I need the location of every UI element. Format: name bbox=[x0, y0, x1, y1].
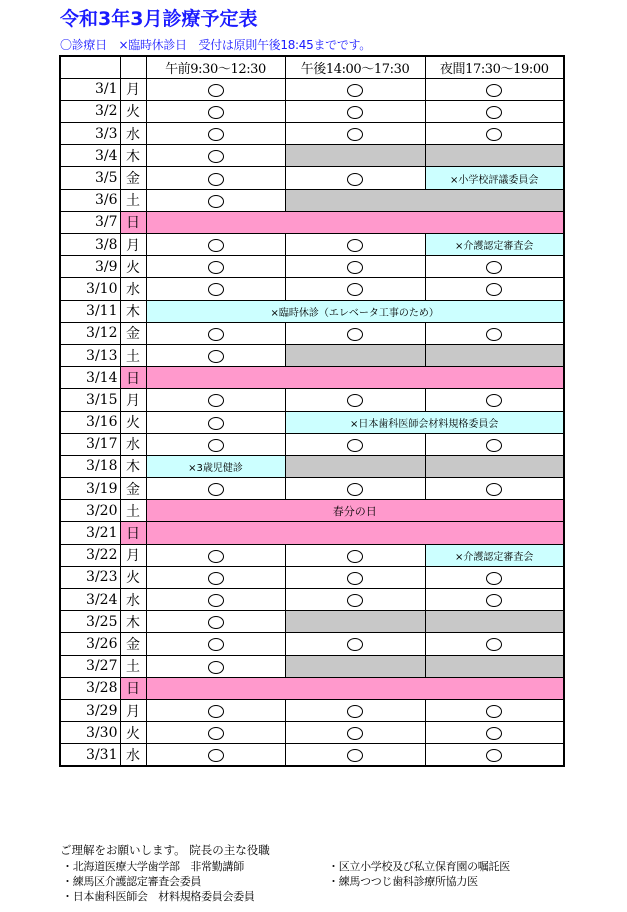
open-slot bbox=[425, 389, 564, 411]
weekday-cell: 月 bbox=[120, 699, 146, 721]
schedule-row bbox=[60, 189, 564, 211]
date-cell: 3/16 bbox=[60, 411, 120, 433]
director-roles bbox=[60, 859, 620, 904]
weekday-cell: 月 bbox=[120, 234, 146, 256]
open-circle-icon bbox=[486, 328, 502, 341]
schedule-row bbox=[60, 677, 564, 699]
schedule-row bbox=[60, 633, 564, 655]
date-cell: 3/6 bbox=[60, 189, 120, 211]
closed-slot bbox=[425, 655, 564, 677]
date-cell: 3/8 bbox=[60, 234, 120, 256]
role-item-empty bbox=[328, 889, 608, 904]
date-cell: 3/27 bbox=[60, 655, 120, 677]
open-slot bbox=[146, 433, 285, 455]
schedule-row bbox=[60, 611, 564, 633]
open-slot bbox=[285, 722, 425, 744]
open-circle-icon bbox=[347, 594, 363, 607]
date-cell: 3/1 bbox=[60, 78, 120, 100]
schedule-row bbox=[60, 411, 564, 433]
open-slot bbox=[425, 589, 564, 611]
open-circle-icon bbox=[208, 350, 224, 363]
weekday-cell: 土 bbox=[120, 189, 146, 211]
open-slot bbox=[285, 78, 425, 100]
open-slot bbox=[285, 123, 425, 145]
open-circle-icon bbox=[486, 84, 502, 97]
date-cell: 3/2 bbox=[60, 100, 120, 122]
open-slot bbox=[285, 278, 425, 300]
date-cell: 3/4 bbox=[60, 145, 120, 167]
open-slot bbox=[425, 78, 564, 100]
date-cell: 3/31 bbox=[60, 744, 120, 766]
open-slot bbox=[146, 566, 285, 588]
date-cell: 3/24 bbox=[60, 589, 120, 611]
open-slot bbox=[425, 433, 564, 455]
open-circle-icon bbox=[486, 749, 502, 762]
open-slot bbox=[425, 256, 564, 278]
weekday-cell: 月 bbox=[120, 78, 146, 100]
schedule-body bbox=[60, 78, 564, 766]
weekday-cell: 金 bbox=[120, 633, 146, 655]
footer bbox=[60, 842, 620, 904]
header-afternoon: 午後14:00〜17:30 bbox=[285, 56, 425, 78]
open-slot bbox=[425, 566, 564, 588]
open-slot bbox=[285, 167, 425, 189]
schedule-row bbox=[60, 256, 564, 278]
open-circle-icon bbox=[208, 749, 224, 762]
date-cell: 3/28 bbox=[60, 677, 120, 699]
open-slot bbox=[146, 655, 285, 677]
date-cell: 3/13 bbox=[60, 344, 120, 366]
role-item: ・日本歯科医師会 材料規格委員会委員 bbox=[62, 890, 255, 903]
open-circle-icon bbox=[208, 439, 224, 452]
open-circle-icon bbox=[208, 661, 224, 674]
open-circle-icon bbox=[486, 106, 502, 119]
open-circle-icon bbox=[486, 705, 502, 718]
open-circle-icon bbox=[486, 572, 502, 585]
open-slot bbox=[146, 278, 285, 300]
date-cell: 3/9 bbox=[60, 256, 120, 278]
schedule-row bbox=[60, 300, 564, 322]
weekday-cell: 月 bbox=[120, 544, 146, 566]
weekday-cell: 水 bbox=[120, 278, 146, 300]
weekday-cell: 日 bbox=[120, 677, 146, 699]
schedule-row bbox=[60, 589, 564, 611]
date-cell: 3/19 bbox=[60, 478, 120, 500]
closure-note: ×介護認定審査会 bbox=[425, 544, 564, 566]
schedule-row bbox=[60, 699, 564, 721]
weekday-cell: 火 bbox=[120, 100, 146, 122]
holiday-slot: 春分の日 bbox=[146, 500, 564, 522]
open-slot bbox=[285, 744, 425, 766]
schedule-row bbox=[60, 500, 564, 522]
open-slot bbox=[425, 478, 564, 500]
open-circle-icon bbox=[347, 705, 363, 718]
open-circle-icon bbox=[208, 483, 224, 496]
open-circle-icon bbox=[347, 84, 363, 97]
schedule-row bbox=[60, 78, 564, 100]
open-circle-icon bbox=[347, 128, 363, 141]
open-slot bbox=[285, 566, 425, 588]
open-circle-icon bbox=[208, 328, 224, 341]
open-slot bbox=[425, 699, 564, 721]
schedule-row bbox=[60, 389, 564, 411]
schedule-row bbox=[60, 744, 564, 766]
date-cell: 3/15 bbox=[60, 389, 120, 411]
open-circle-icon bbox=[486, 128, 502, 141]
open-slot bbox=[285, 389, 425, 411]
open-circle-icon bbox=[347, 572, 363, 585]
weekday-cell: 日 bbox=[120, 211, 146, 233]
page-title: 令和3年3月診療予定表 bbox=[60, 8, 258, 30]
open-slot bbox=[146, 744, 285, 766]
open-circle-icon bbox=[486, 394, 502, 407]
open-circle-icon bbox=[208, 594, 224, 607]
schedule-row bbox=[60, 100, 564, 122]
role-item: ・区立小学校及び私立保育園の嘱託医 bbox=[328, 860, 510, 873]
schedule-row bbox=[60, 433, 564, 455]
open-circle-icon bbox=[347, 261, 363, 274]
open-circle-icon bbox=[347, 394, 363, 407]
date-cell: 3/26 bbox=[60, 633, 120, 655]
weekday-cell: 木 bbox=[120, 145, 146, 167]
weekday-cell: 火 bbox=[120, 256, 146, 278]
open-slot bbox=[146, 699, 285, 721]
open-circle-icon bbox=[347, 439, 363, 452]
role-item: ・北海道医療大学歯学部 非常勤講師 bbox=[62, 860, 244, 873]
open-slot bbox=[146, 389, 285, 411]
open-circle-icon bbox=[208, 417, 224, 430]
date-cell: 3/14 bbox=[60, 367, 120, 389]
weekday-cell: 月 bbox=[120, 389, 146, 411]
header-row bbox=[60, 56, 564, 78]
weekday-cell: 木 bbox=[120, 300, 146, 322]
weekday-cell: 火 bbox=[120, 566, 146, 588]
date-cell: 3/7 bbox=[60, 211, 120, 233]
open-slot bbox=[146, 189, 285, 211]
open-circle-icon bbox=[208, 638, 224, 651]
closed-slot bbox=[285, 655, 425, 677]
open-circle-icon bbox=[208, 195, 224, 208]
open-circle-icon bbox=[347, 727, 363, 740]
open-slot bbox=[425, 278, 564, 300]
open-slot bbox=[425, 722, 564, 744]
schedule-row bbox=[60, 367, 564, 389]
open-circle-icon bbox=[208, 239, 224, 252]
schedule-row bbox=[60, 167, 564, 189]
open-circle-icon bbox=[347, 283, 363, 296]
open-slot bbox=[146, 167, 285, 189]
date-cell: 3/10 bbox=[60, 278, 120, 300]
open-slot bbox=[425, 633, 564, 655]
legend-subtitle: 〇診療日 ×臨時休診日 受付は原則午後18:45までです。 bbox=[60, 38, 371, 52]
open-slot bbox=[425, 322, 564, 344]
weekday-cell: 金 bbox=[120, 478, 146, 500]
open-slot bbox=[425, 100, 564, 122]
open-slot bbox=[285, 100, 425, 122]
footer-intro: ご理解をお願いします。 院長の主な役職 bbox=[60, 843, 270, 857]
schedule-row bbox=[60, 278, 564, 300]
open-circle-icon bbox=[486, 261, 502, 274]
weekday-cell: 金 bbox=[120, 322, 146, 344]
open-slot bbox=[285, 589, 425, 611]
open-slot bbox=[285, 256, 425, 278]
open-circle-icon bbox=[208, 106, 224, 119]
date-cell: 3/17 bbox=[60, 433, 120, 455]
open-slot bbox=[146, 478, 285, 500]
open-slot bbox=[285, 544, 425, 566]
holiday-slot bbox=[146, 677, 564, 699]
closed-slot bbox=[425, 455, 564, 477]
header-morning: 午前9:30〜12:30 bbox=[146, 56, 285, 78]
weekday-cell: 土 bbox=[120, 344, 146, 366]
role-item: ・練馬区介護認定審査会委員 bbox=[62, 875, 202, 888]
schedule-row bbox=[60, 234, 564, 256]
closure-note: ×介護認定審査会 bbox=[425, 234, 564, 256]
date-cell: 3/25 bbox=[60, 611, 120, 633]
open-circle-icon bbox=[486, 638, 502, 651]
open-circle-icon bbox=[347, 106, 363, 119]
schedule-row bbox=[60, 455, 564, 477]
open-circle-icon bbox=[208, 128, 224, 141]
schedule-row bbox=[60, 478, 564, 500]
schedule-row bbox=[60, 344, 564, 366]
closure-note: ×3歳児健診 bbox=[146, 455, 285, 477]
open-circle-icon bbox=[208, 572, 224, 585]
date-cell: 3/23 bbox=[60, 566, 120, 588]
open-circle-icon bbox=[208, 705, 224, 718]
open-circle-icon bbox=[486, 727, 502, 740]
schedule-row bbox=[60, 211, 564, 233]
holiday-slot bbox=[146, 522, 564, 544]
open-slot bbox=[146, 722, 285, 744]
open-slot bbox=[146, 344, 285, 366]
open-circle-icon bbox=[208, 550, 224, 563]
open-circle-icon bbox=[208, 173, 224, 186]
open-circle-icon bbox=[208, 283, 224, 296]
weekday-cell: 木 bbox=[120, 611, 146, 633]
open-circle-icon bbox=[347, 550, 363, 563]
open-slot bbox=[285, 633, 425, 655]
closed-slot bbox=[285, 455, 425, 477]
weekday-cell: 水 bbox=[120, 589, 146, 611]
open-circle-icon bbox=[486, 594, 502, 607]
open-circle-icon bbox=[347, 638, 363, 651]
closed-slot bbox=[425, 611, 564, 633]
open-slot bbox=[285, 433, 425, 455]
closed-slot bbox=[285, 145, 425, 167]
schedule-row bbox=[60, 123, 564, 145]
open-slot bbox=[146, 589, 285, 611]
weekday-cell: 土 bbox=[120, 500, 146, 522]
open-circle-icon bbox=[208, 261, 224, 274]
weekday-cell: 火 bbox=[120, 722, 146, 744]
open-slot bbox=[146, 123, 285, 145]
schedule-row bbox=[60, 322, 564, 344]
open-slot bbox=[146, 234, 285, 256]
open-circle-icon bbox=[486, 483, 502, 496]
date-cell: 3/5 bbox=[60, 167, 120, 189]
open-slot bbox=[146, 322, 285, 344]
closed-slot bbox=[285, 344, 425, 366]
header-evening: 夜間17:30〜19:00 bbox=[425, 56, 564, 78]
open-circle-icon bbox=[486, 439, 502, 452]
date-cell: 3/29 bbox=[60, 699, 120, 721]
weekday-cell: 日 bbox=[120, 522, 146, 544]
open-slot bbox=[146, 633, 285, 655]
open-slot bbox=[146, 544, 285, 566]
open-circle-icon bbox=[208, 394, 224, 407]
date-cell: 3/12 bbox=[60, 322, 120, 344]
date-cell: 3/11 bbox=[60, 300, 120, 322]
date-cell: 3/20 bbox=[60, 500, 120, 522]
holiday-slot bbox=[146, 211, 564, 233]
open-circle-icon bbox=[347, 328, 363, 341]
open-circle-icon bbox=[347, 483, 363, 496]
open-slot bbox=[425, 744, 564, 766]
open-slot bbox=[146, 145, 285, 167]
open-slot bbox=[146, 611, 285, 633]
open-slot bbox=[285, 234, 425, 256]
open-circle-icon bbox=[347, 173, 363, 186]
weekday-cell: 木 bbox=[120, 455, 146, 477]
closed-slot bbox=[425, 145, 564, 167]
role-item: ・練馬つつじ歯科診療所協力医 bbox=[328, 875, 478, 888]
open-slot bbox=[285, 478, 425, 500]
schedule-row bbox=[60, 544, 564, 566]
open-slot bbox=[425, 123, 564, 145]
open-circle-icon bbox=[347, 749, 363, 762]
weekday-cell: 土 bbox=[120, 655, 146, 677]
date-cell: 3/22 bbox=[60, 544, 120, 566]
schedule-row bbox=[60, 522, 564, 544]
open-circle-icon bbox=[486, 283, 502, 296]
weekday-cell: 水 bbox=[120, 433, 146, 455]
weekday-cell: 水 bbox=[120, 123, 146, 145]
open-slot bbox=[146, 256, 285, 278]
date-cell: 3/3 bbox=[60, 123, 120, 145]
schedule-row bbox=[60, 655, 564, 677]
weekday-cell: 金 bbox=[120, 167, 146, 189]
open-slot bbox=[146, 100, 285, 122]
schedule-row bbox=[60, 722, 564, 744]
open-circle-icon bbox=[208, 84, 224, 97]
header-date bbox=[60, 56, 120, 78]
closed-slot bbox=[285, 611, 425, 633]
open-slot bbox=[146, 411, 285, 433]
weekday-cell: 火 bbox=[120, 411, 146, 433]
weekday-cell: 日 bbox=[120, 367, 146, 389]
open-circle-icon bbox=[208, 150, 224, 163]
header-dow bbox=[120, 56, 146, 78]
closed-slot bbox=[425, 344, 564, 366]
closed-slot bbox=[285, 189, 564, 211]
holiday-slot bbox=[146, 367, 564, 389]
closure-note: ×日本歯科医師会材料規格委員会 bbox=[285, 411, 564, 433]
open-circle-icon bbox=[208, 727, 224, 740]
date-cell: 3/18 bbox=[60, 455, 120, 477]
schedule-table bbox=[59, 55, 565, 767]
open-slot bbox=[285, 322, 425, 344]
date-cell: 3/30 bbox=[60, 722, 120, 744]
closure-note: ×小学校評議委員会 bbox=[425, 167, 564, 189]
open-slot bbox=[285, 699, 425, 721]
closure-note: ×臨時休診（エレベータ工事のため） bbox=[146, 300, 564, 322]
schedule-row bbox=[60, 566, 564, 588]
open-slot bbox=[146, 78, 285, 100]
date-cell: 3/21 bbox=[60, 522, 120, 544]
weekday-cell: 水 bbox=[120, 744, 146, 766]
schedule-row bbox=[60, 145, 564, 167]
open-circle-icon bbox=[347, 239, 363, 252]
open-circle-icon bbox=[208, 616, 224, 629]
